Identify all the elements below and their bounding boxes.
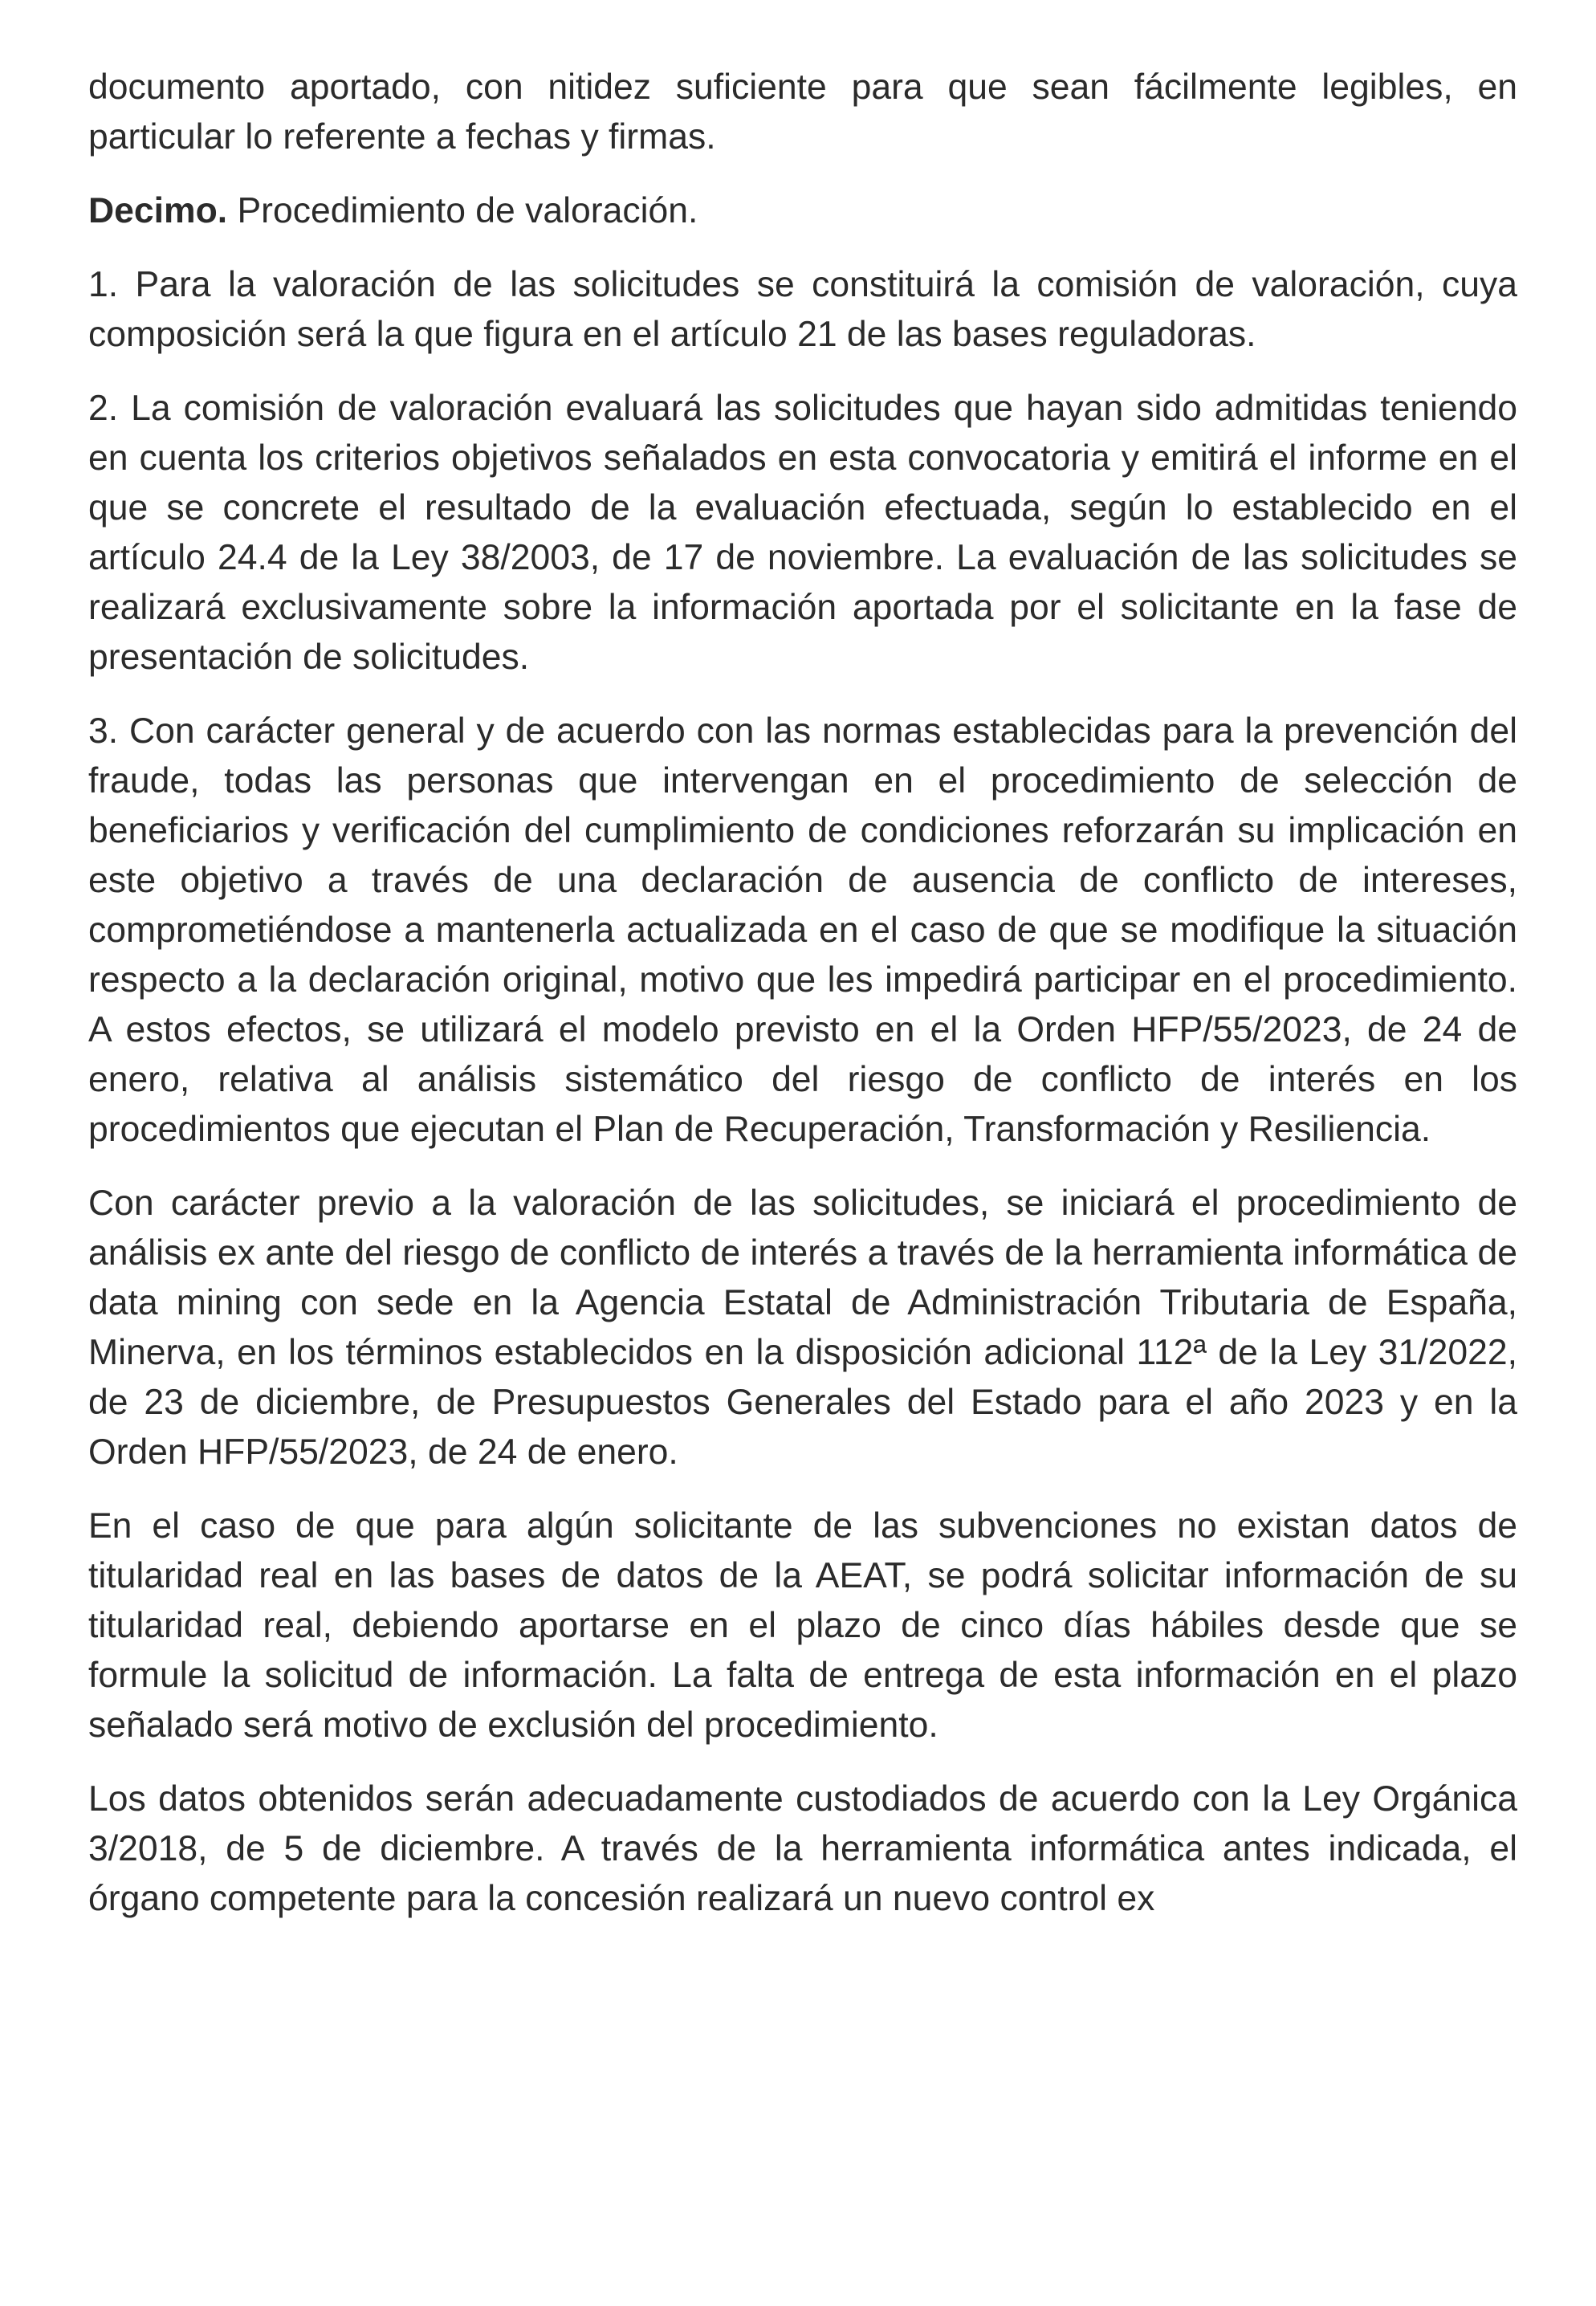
paragraph-minerva: Con carácter previo a la valoración de las solicitudes, se iniciará el procedimiento de análisis ex ante del riesgo de conflicto de interés a través de la herramienta informática de data mining con sede en la Agencia Estatal de Administración Tributaria de España, Minerva, en los términos establecidos en la disposición adicional 112ª de la Ley 31/2022, de 23 de diciembre, de Presupuestos Generales del Estado para el año 2023 y en la Orden HFP/55/2023, de 24 de enero.	[88, 1184, 1517, 1472]
section-label: Decimo.	[88, 191, 228, 230]
document-page	[88, 63, 1517, 1948]
paragraph-1: 1. Para la valoración de las solicitudes se constituirá la comisión de valoración, cuya composición será la que figura en el artículo 21 de las bases reguladoras.	[88, 265, 1517, 354]
paragraph-3: 3. Con carácter general y de acuerdo con las normas establecidas para la prevención del fraude, todas las personas que intervengan en el procedimiento de selección de beneficiarios y verificación del cumplimiento de condiciones reforzarán su implicación en este objetivo a través de una declaración de ausencia de conflicto de intereses, comprometiéndose a mantenerla actualizada en el caso de que se modifique la situación respecto a la declaración original, motivo que les impedirá participar en el procedimiento. A estos efectos, se utilizará el modelo previsto en el la Orden HFP/55/2023, de 24 de enero, relativa al análisis sistemático del riesgo de conflicto de interés en los procedimientos que ejecutan el Plan de Recuperación, Transformación y Resiliencia.	[88, 711, 1517, 1149]
paragraph-2: 2. La comisión de valoración evaluará las solicitudes que hayan sido admitidas teniendo en cuenta los criterios objetivos señalados en esta convocatoria y emitirá el informe en el que se concrete el resultado de la evaluación efectuada, según lo establecido en el artículo 24.4 de la Ley 38/2003, de 17 de noviembre. La evaluación de las solicitudes se realizará exclusivamente sobre la información aportada por el solicitante en la fase de presentación de solicitudes.	[88, 389, 1517, 677]
section-heading	[88, 186, 1517, 236]
paragraph-datos: Los datos obtenidos serán adecuadamente custodiados de acuerdo con la Ley Orgánica 3/2018, de 5 de diciembre. A través de la herramienta informática antes indicada, el órgano competente para la concesión realizará un nuevo control ex	[88, 1779, 1517, 1918]
paragraph-titularidad: En el caso de que para algún solicitante de las subvenciones no existan datos de titularidad real en las bases de datos de la AEAT, se podrá solicitar información de su titularidad real, debiendo aportarse en el plazo de cinco días hábiles desde que se formule la solicitud de información. La falta de entrega de esta información en el plazo señalado será motivo de exclusión del procedimiento.	[88, 1506, 1517, 1745]
continuation-paragraph: documento aportado, con nitidez suficiente para que sean fácilmente legibles, en particular lo referente a fechas y firmas.	[88, 67, 1517, 157]
section-title: Procedimiento de valoración.	[237, 191, 698, 230]
